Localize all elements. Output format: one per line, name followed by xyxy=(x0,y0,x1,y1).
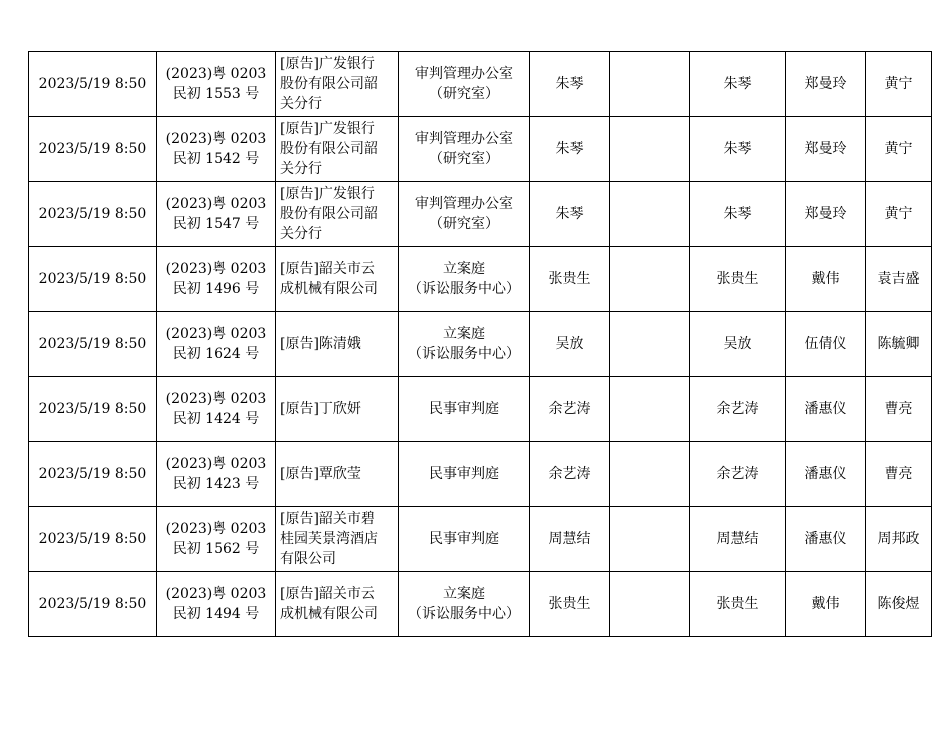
table-row xyxy=(29,442,932,507)
party-cell-line: 股份有限公司韶 xyxy=(280,141,378,157)
party-cell xyxy=(276,507,399,572)
assistant-cell: 黄宁 xyxy=(866,52,932,117)
empty-cell xyxy=(610,117,690,182)
table-row xyxy=(29,312,932,377)
clerk-cell: 戴伟 xyxy=(786,572,866,637)
case-number-cell-line: 民初 1494 号 xyxy=(172,606,260,622)
department-cell-line: （诉讼服务中心） xyxy=(408,346,520,362)
department-cell xyxy=(399,182,530,247)
case-number-cell xyxy=(157,507,276,572)
empty-cell xyxy=(610,312,690,377)
party-cell-line: 桂园芙景湾酒店 xyxy=(280,531,378,547)
presiding-judge-cell: 朱琴 xyxy=(690,117,786,182)
department-cell xyxy=(399,572,530,637)
case-number-cell-line: 民初 1562 号 xyxy=(172,541,260,557)
party-cell xyxy=(276,377,399,442)
judge-cell: 朱琴 xyxy=(530,117,610,182)
party-cell-line: [原告]陈清娥 xyxy=(280,336,361,352)
department-cell-line: 立案庭 xyxy=(443,326,485,342)
party-cell-line: [原告]韶关市云 xyxy=(280,586,375,602)
clerk-cell: 潘惠仪 xyxy=(786,507,866,572)
empty-cell xyxy=(610,572,690,637)
clerk-cell: 戴伟 xyxy=(786,247,866,312)
case-number-cell-line: (2023)粤 0203 xyxy=(165,521,267,537)
department-cell-line: 审判管理办公室 xyxy=(415,131,513,147)
department-cell-line: 民事审判庭 xyxy=(429,531,499,547)
party-cell-line: 关分行 xyxy=(280,226,322,242)
case-number-cell xyxy=(157,377,276,442)
party-cell xyxy=(276,52,399,117)
case-number-cell-line: (2023)粤 0203 xyxy=(165,131,267,147)
hearing-time-cell: 2023/5/19 8:50 xyxy=(29,377,157,442)
presiding-judge-cell: 余艺涛 xyxy=(690,377,786,442)
presiding-judge-cell: 张贵生 xyxy=(690,247,786,312)
table-row xyxy=(29,52,932,117)
party-cell-line: [原告]韶关市碧 xyxy=(280,511,375,527)
party-cell-line: 成机械有限公司 xyxy=(280,281,378,297)
department-cell-line: （研究室） xyxy=(429,86,499,102)
party-cell-line: [原告]广发银行 xyxy=(280,186,375,202)
table-row xyxy=(29,507,932,572)
party-cell xyxy=(276,312,399,377)
case-number-cell xyxy=(157,247,276,312)
department-cell xyxy=(399,377,530,442)
party-cell xyxy=(276,247,399,312)
clerk-cell: 郑曼玲 xyxy=(786,52,866,117)
case-number-cell-line: 民初 1424 号 xyxy=(172,411,260,427)
assistant-cell: 袁吉盛 xyxy=(866,247,932,312)
case-number-cell-line: 民初 1423 号 xyxy=(172,476,260,492)
hearing-schedule-table xyxy=(28,51,932,637)
case-number-cell-line: (2023)粤 0203 xyxy=(165,326,267,342)
empty-cell xyxy=(610,442,690,507)
case-number-cell-line: 民初 1553 号 xyxy=(172,86,260,102)
case-number-cell-line: (2023)粤 0203 xyxy=(165,261,267,277)
presiding-judge-cell: 周慧结 xyxy=(690,507,786,572)
party-cell-line: 关分行 xyxy=(280,161,322,177)
presiding-judge-cell: 余艺涛 xyxy=(690,442,786,507)
department-cell-line: （研究室） xyxy=(429,216,499,232)
party-cell-line: [原告]韶关市云 xyxy=(280,261,375,277)
department-cell-line: 民事审判庭 xyxy=(429,466,499,482)
hearing-time-cell: 2023/5/19 8:50 xyxy=(29,247,157,312)
department-cell xyxy=(399,312,530,377)
department-cell-line: （研究室） xyxy=(429,151,499,167)
presiding-judge-cell: 张贵生 xyxy=(690,572,786,637)
judge-cell: 余艺涛 xyxy=(530,442,610,507)
department-cell xyxy=(399,442,530,507)
department-cell-line: 立案庭 xyxy=(443,586,485,602)
clerk-cell: 潘惠仪 xyxy=(786,377,866,442)
presiding-judge-cell: 朱琴 xyxy=(690,182,786,247)
table-row xyxy=(29,117,932,182)
hearing-time-cell: 2023/5/19 8:50 xyxy=(29,182,157,247)
judge-cell: 张贵生 xyxy=(530,247,610,312)
department-cell xyxy=(399,247,530,312)
department-cell xyxy=(399,507,530,572)
judge-cell: 张贵生 xyxy=(530,572,610,637)
party-cell xyxy=(276,117,399,182)
party-cell-line: 关分行 xyxy=(280,96,322,112)
assistant-cell: 黄宁 xyxy=(866,182,932,247)
case-number-cell xyxy=(157,312,276,377)
hearing-time-cell: 2023/5/19 8:50 xyxy=(29,442,157,507)
case-number-cell-line: (2023)粤 0203 xyxy=(165,66,267,82)
case-number-cell-line: (2023)粤 0203 xyxy=(165,586,267,602)
department-cell xyxy=(399,52,530,117)
party-cell-line: 成机械有限公司 xyxy=(280,606,378,622)
case-number-cell-line: (2023)粤 0203 xyxy=(165,391,267,407)
case-number-cell xyxy=(157,442,276,507)
table-row xyxy=(29,247,932,312)
judge-cell: 余艺涛 xyxy=(530,377,610,442)
empty-cell xyxy=(610,182,690,247)
clerk-cell: 潘惠仪 xyxy=(786,442,866,507)
judge-cell: 吴放 xyxy=(530,312,610,377)
hearing-time-cell: 2023/5/19 8:50 xyxy=(29,117,157,182)
assistant-cell: 周邦政 xyxy=(866,507,932,572)
case-number-cell-line: 民初 1547 号 xyxy=(172,216,260,232)
empty-cell xyxy=(610,507,690,572)
assistant-cell: 黄宁 xyxy=(866,117,932,182)
case-number-cell xyxy=(157,572,276,637)
case-number-cell-line: 民初 1496 号 xyxy=(172,281,260,297)
party-cell-line: 有限公司 xyxy=(280,551,336,567)
case-number-cell xyxy=(157,182,276,247)
case-number-cell xyxy=(157,117,276,182)
department-cell-line: 审判管理办公室 xyxy=(415,66,513,82)
empty-cell xyxy=(610,52,690,117)
party-cell-line: [原告]丁欣妍 xyxy=(280,401,361,417)
empty-cell xyxy=(610,247,690,312)
presiding-judge-cell: 吴放 xyxy=(690,312,786,377)
case-number-cell-line: 民初 1624 号 xyxy=(172,346,260,362)
hearing-time-cell: 2023/5/19 8:50 xyxy=(29,312,157,377)
department-cell-line: 立案庭 xyxy=(443,261,485,277)
table-row xyxy=(29,572,932,637)
party-cell xyxy=(276,442,399,507)
judge-cell: 朱琴 xyxy=(530,182,610,247)
judge-cell: 朱琴 xyxy=(530,52,610,117)
assistant-cell: 曹亮 xyxy=(866,442,932,507)
party-cell-line: 股份有限公司韶 xyxy=(280,76,378,92)
department-cell-line: （诉讼服务中心） xyxy=(408,281,520,297)
clerk-cell: 伍倩仪 xyxy=(786,312,866,377)
case-number-cell xyxy=(157,52,276,117)
table-row xyxy=(29,377,932,442)
department-cell-line: 民事审判庭 xyxy=(429,401,499,417)
party-cell-line: [原告]广发银行 xyxy=(280,121,375,137)
case-number-cell-line: 民初 1542 号 xyxy=(172,151,260,167)
table-row xyxy=(29,182,932,247)
party-cell-line: [原告]覃欣莹 xyxy=(280,466,361,482)
empty-cell xyxy=(610,377,690,442)
hearing-time-cell: 2023/5/19 8:50 xyxy=(29,507,157,572)
clerk-cell: 郑曼玲 xyxy=(786,117,866,182)
judge-cell: 周慧结 xyxy=(530,507,610,572)
assistant-cell: 陈毓卿 xyxy=(866,312,932,377)
hearing-time-cell: 2023/5/19 8:50 xyxy=(29,572,157,637)
department-cell xyxy=(399,117,530,182)
department-cell-line: （诉讼服务中心） xyxy=(408,606,520,622)
hearing-time-cell: 2023/5/19 8:50 xyxy=(29,52,157,117)
case-number-cell-line: (2023)粤 0203 xyxy=(165,456,267,472)
party-cell xyxy=(276,572,399,637)
case-number-cell-line: (2023)粤 0203 xyxy=(165,196,267,212)
presiding-judge-cell: 朱琴 xyxy=(690,52,786,117)
party-cell xyxy=(276,182,399,247)
clerk-cell: 郑曼玲 xyxy=(786,182,866,247)
department-cell-line: 审判管理办公室 xyxy=(415,196,513,212)
party-cell-line: 股份有限公司韶 xyxy=(280,206,378,222)
party-cell-line: [原告]广发银行 xyxy=(280,56,375,72)
assistant-cell: 陈俊煜 xyxy=(866,572,932,637)
assistant-cell: 曹亮 xyxy=(866,377,932,442)
